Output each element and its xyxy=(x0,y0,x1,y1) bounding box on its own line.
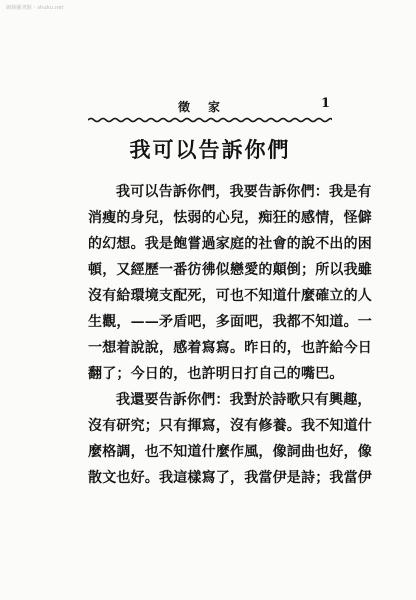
watermark-stamp: 網絡圖書館 · shuku.net xyxy=(6,5,64,11)
poem-title: 我可以告訴你們 xyxy=(129,137,291,162)
text-line: 的幻想。我是飽嘗過家庭的社會的說不出的困 xyxy=(88,236,372,252)
text-line: 沒有研究；只有揮寫，沒有修養。我不知道什 xyxy=(88,418,372,434)
text-line: 頓，又經歷一番彷彿似戀愛的顛倒；所以我雖 xyxy=(88,262,372,278)
text-line: 消瘦的身兒，怯弱的心兒，痴狂的感情，怪僻 xyxy=(88,210,372,226)
text-line: 翻了；今日的，也許明日打自己的嘴巴。 xyxy=(88,366,344,382)
header-wavy-rule xyxy=(88,117,332,123)
body-text xyxy=(88,184,372,496)
text-line: 生觀，——矛盾吧，多面吧，我都不知道。一 xyxy=(88,314,372,330)
text-line: 我可以告訴你們，我要告訴你們：我是有 xyxy=(116,184,372,200)
page-number: 1 xyxy=(320,96,330,111)
text-line: 一想着說說，感着寫寫。昨日的，也許給今日 xyxy=(88,340,372,356)
text-line: 散文也好。我這樣寫了，我當伊是詩；我當伊 xyxy=(88,470,372,486)
text-line: 沒有給環境支配死，可也不知道什麼確立的人 xyxy=(88,288,372,304)
running-title: 徵家 xyxy=(178,100,239,114)
running-header xyxy=(88,96,332,116)
text-line: 我還要告訴你們：我對於詩歌只有興趣， xyxy=(116,392,372,408)
text-line: 麼格調，也不知道什麼作風，像詞曲也好，像 xyxy=(88,444,372,460)
